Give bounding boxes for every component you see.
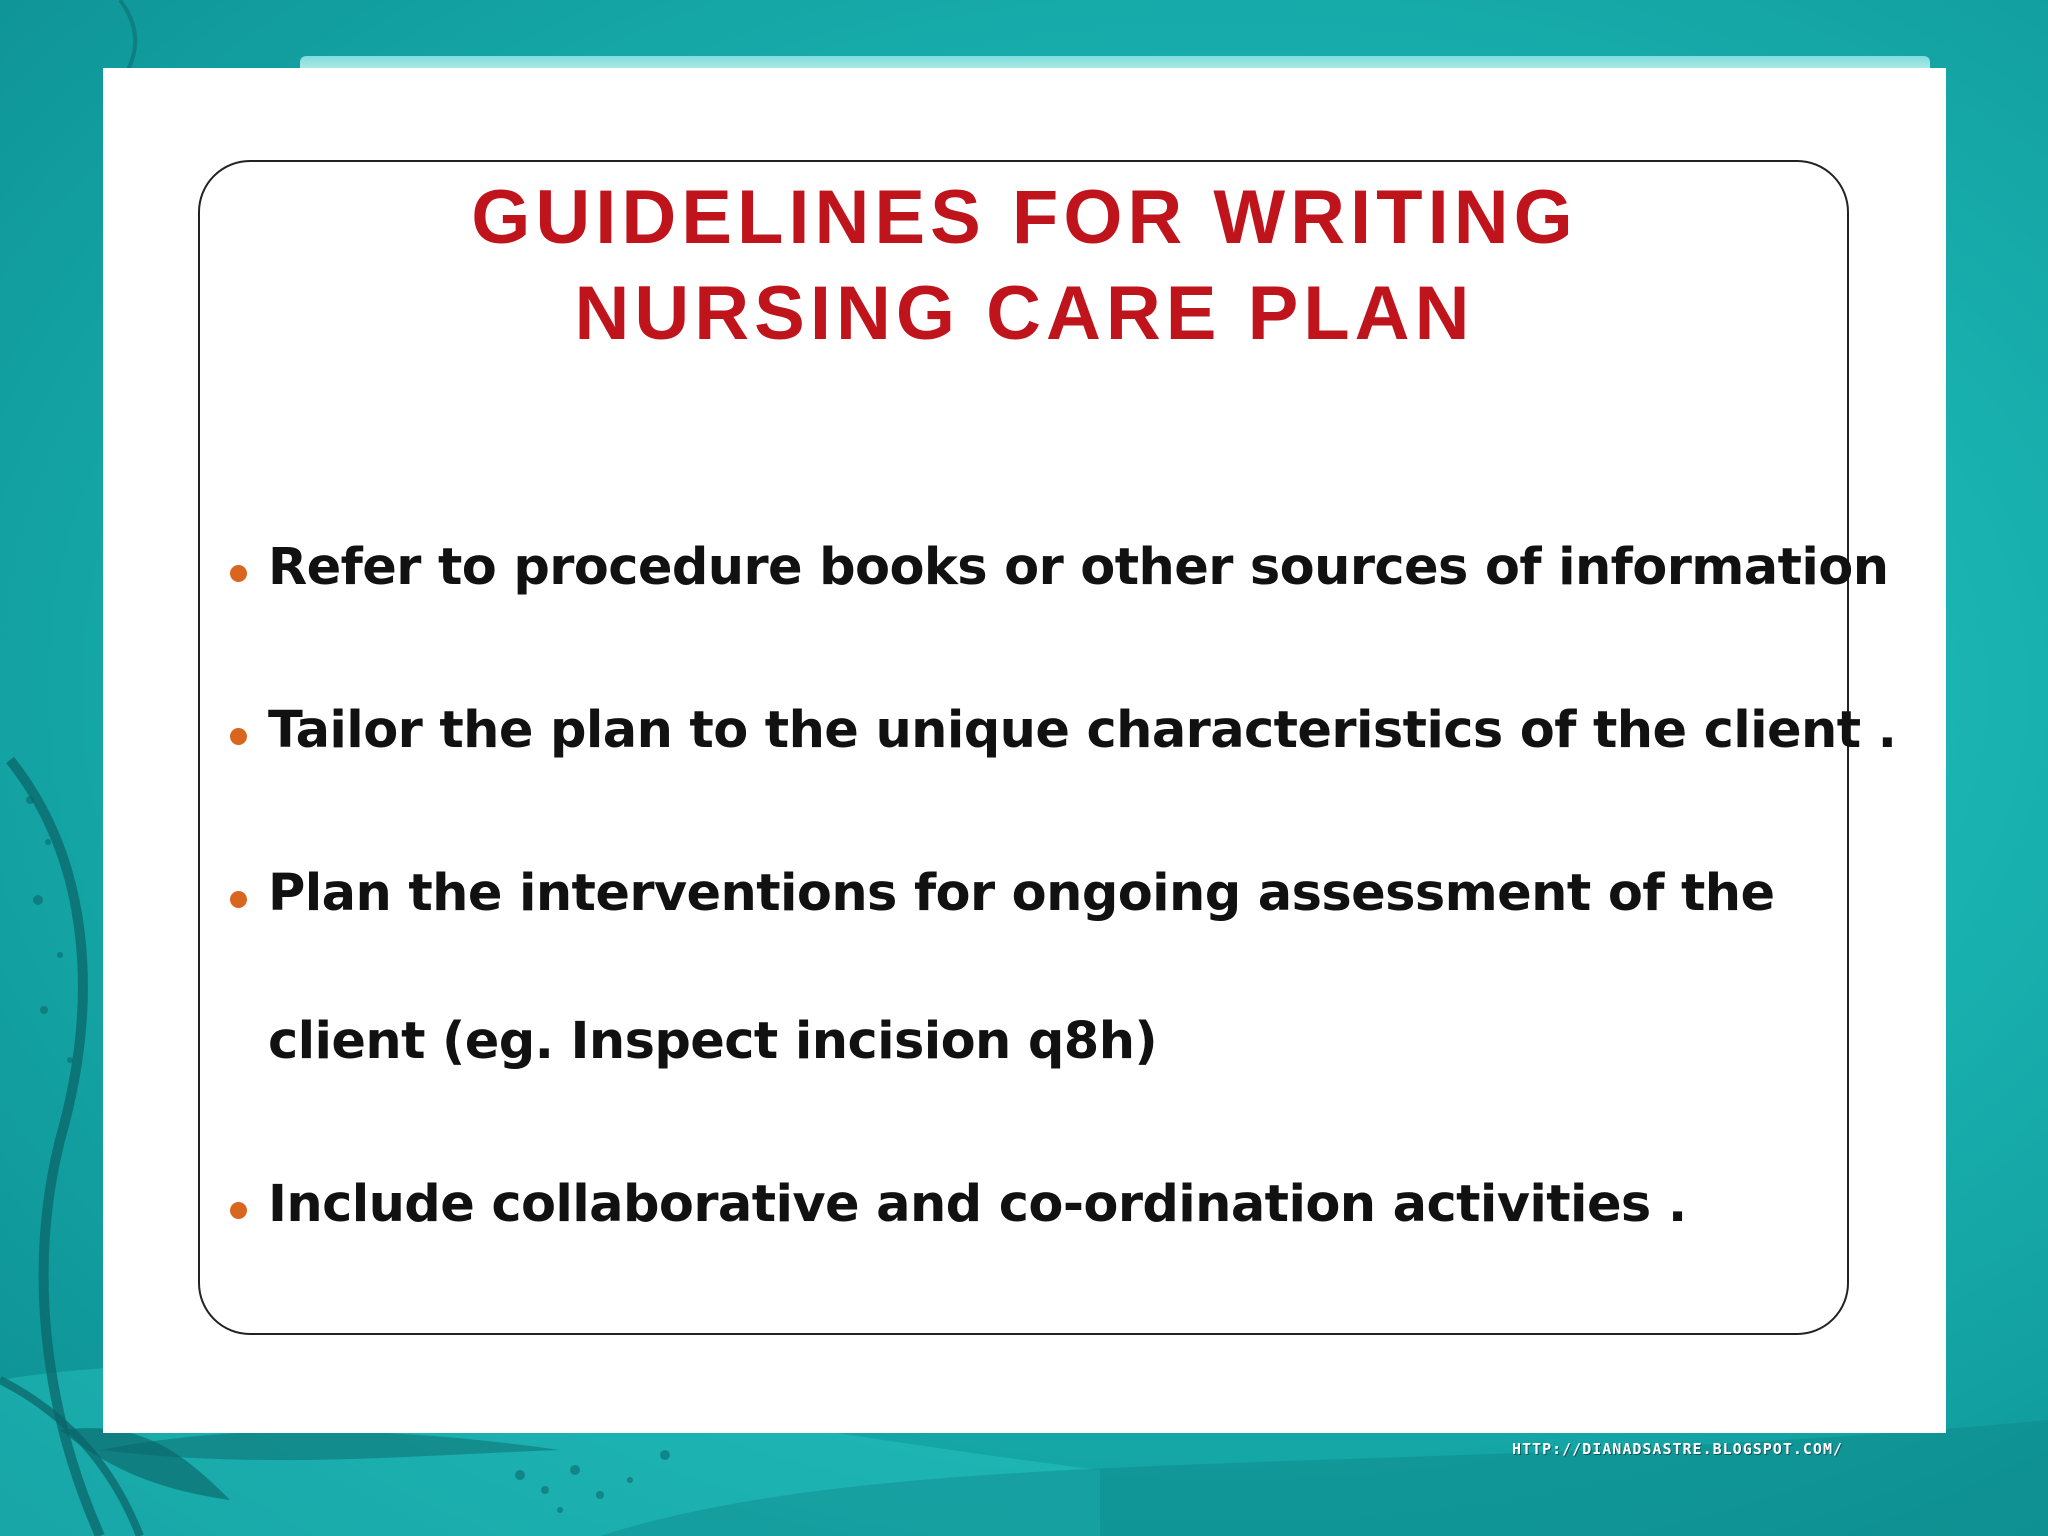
bullet-item bbox=[268, 864, 1774, 923]
slide-panel bbox=[103, 68, 1946, 1433]
slide-title bbox=[103, 170, 1946, 362]
bullet-dot-icon bbox=[230, 1202, 247, 1219]
bullet-text: client (eg. Inspect incision q8h) bbox=[268, 1012, 1158, 1071]
title-line-1: GUIDELINES FOR WRITING bbox=[471, 175, 1578, 260]
bullet-item bbox=[268, 701, 1896, 760]
bullet-dot-icon bbox=[230, 565, 247, 582]
watermark-url: HTTP://DIANADSASTRE.BLOGSPOT.COM/ bbox=[1512, 1440, 1844, 1458]
bullet-item bbox=[268, 538, 1888, 597]
bullet-text: Include collaborative and co-ordination activities . bbox=[268, 1175, 1687, 1234]
bullet-text: Tailor the plan to the unique characteristics of the client . bbox=[268, 701, 1897, 760]
bullet-continuation bbox=[268, 1012, 1157, 1071]
bullet-text: Plan the interventions for ongoing assessment of the bbox=[268, 864, 1775, 923]
bullet-item bbox=[268, 1175, 1687, 1234]
title-line-2: NURSING CARE PLAN bbox=[574, 271, 1475, 356]
bullet-text: Refer to procedure books or other sources of information bbox=[268, 538, 1889, 597]
bullet-dot-icon bbox=[230, 891, 247, 908]
bullet-dot-icon bbox=[230, 728, 247, 745]
